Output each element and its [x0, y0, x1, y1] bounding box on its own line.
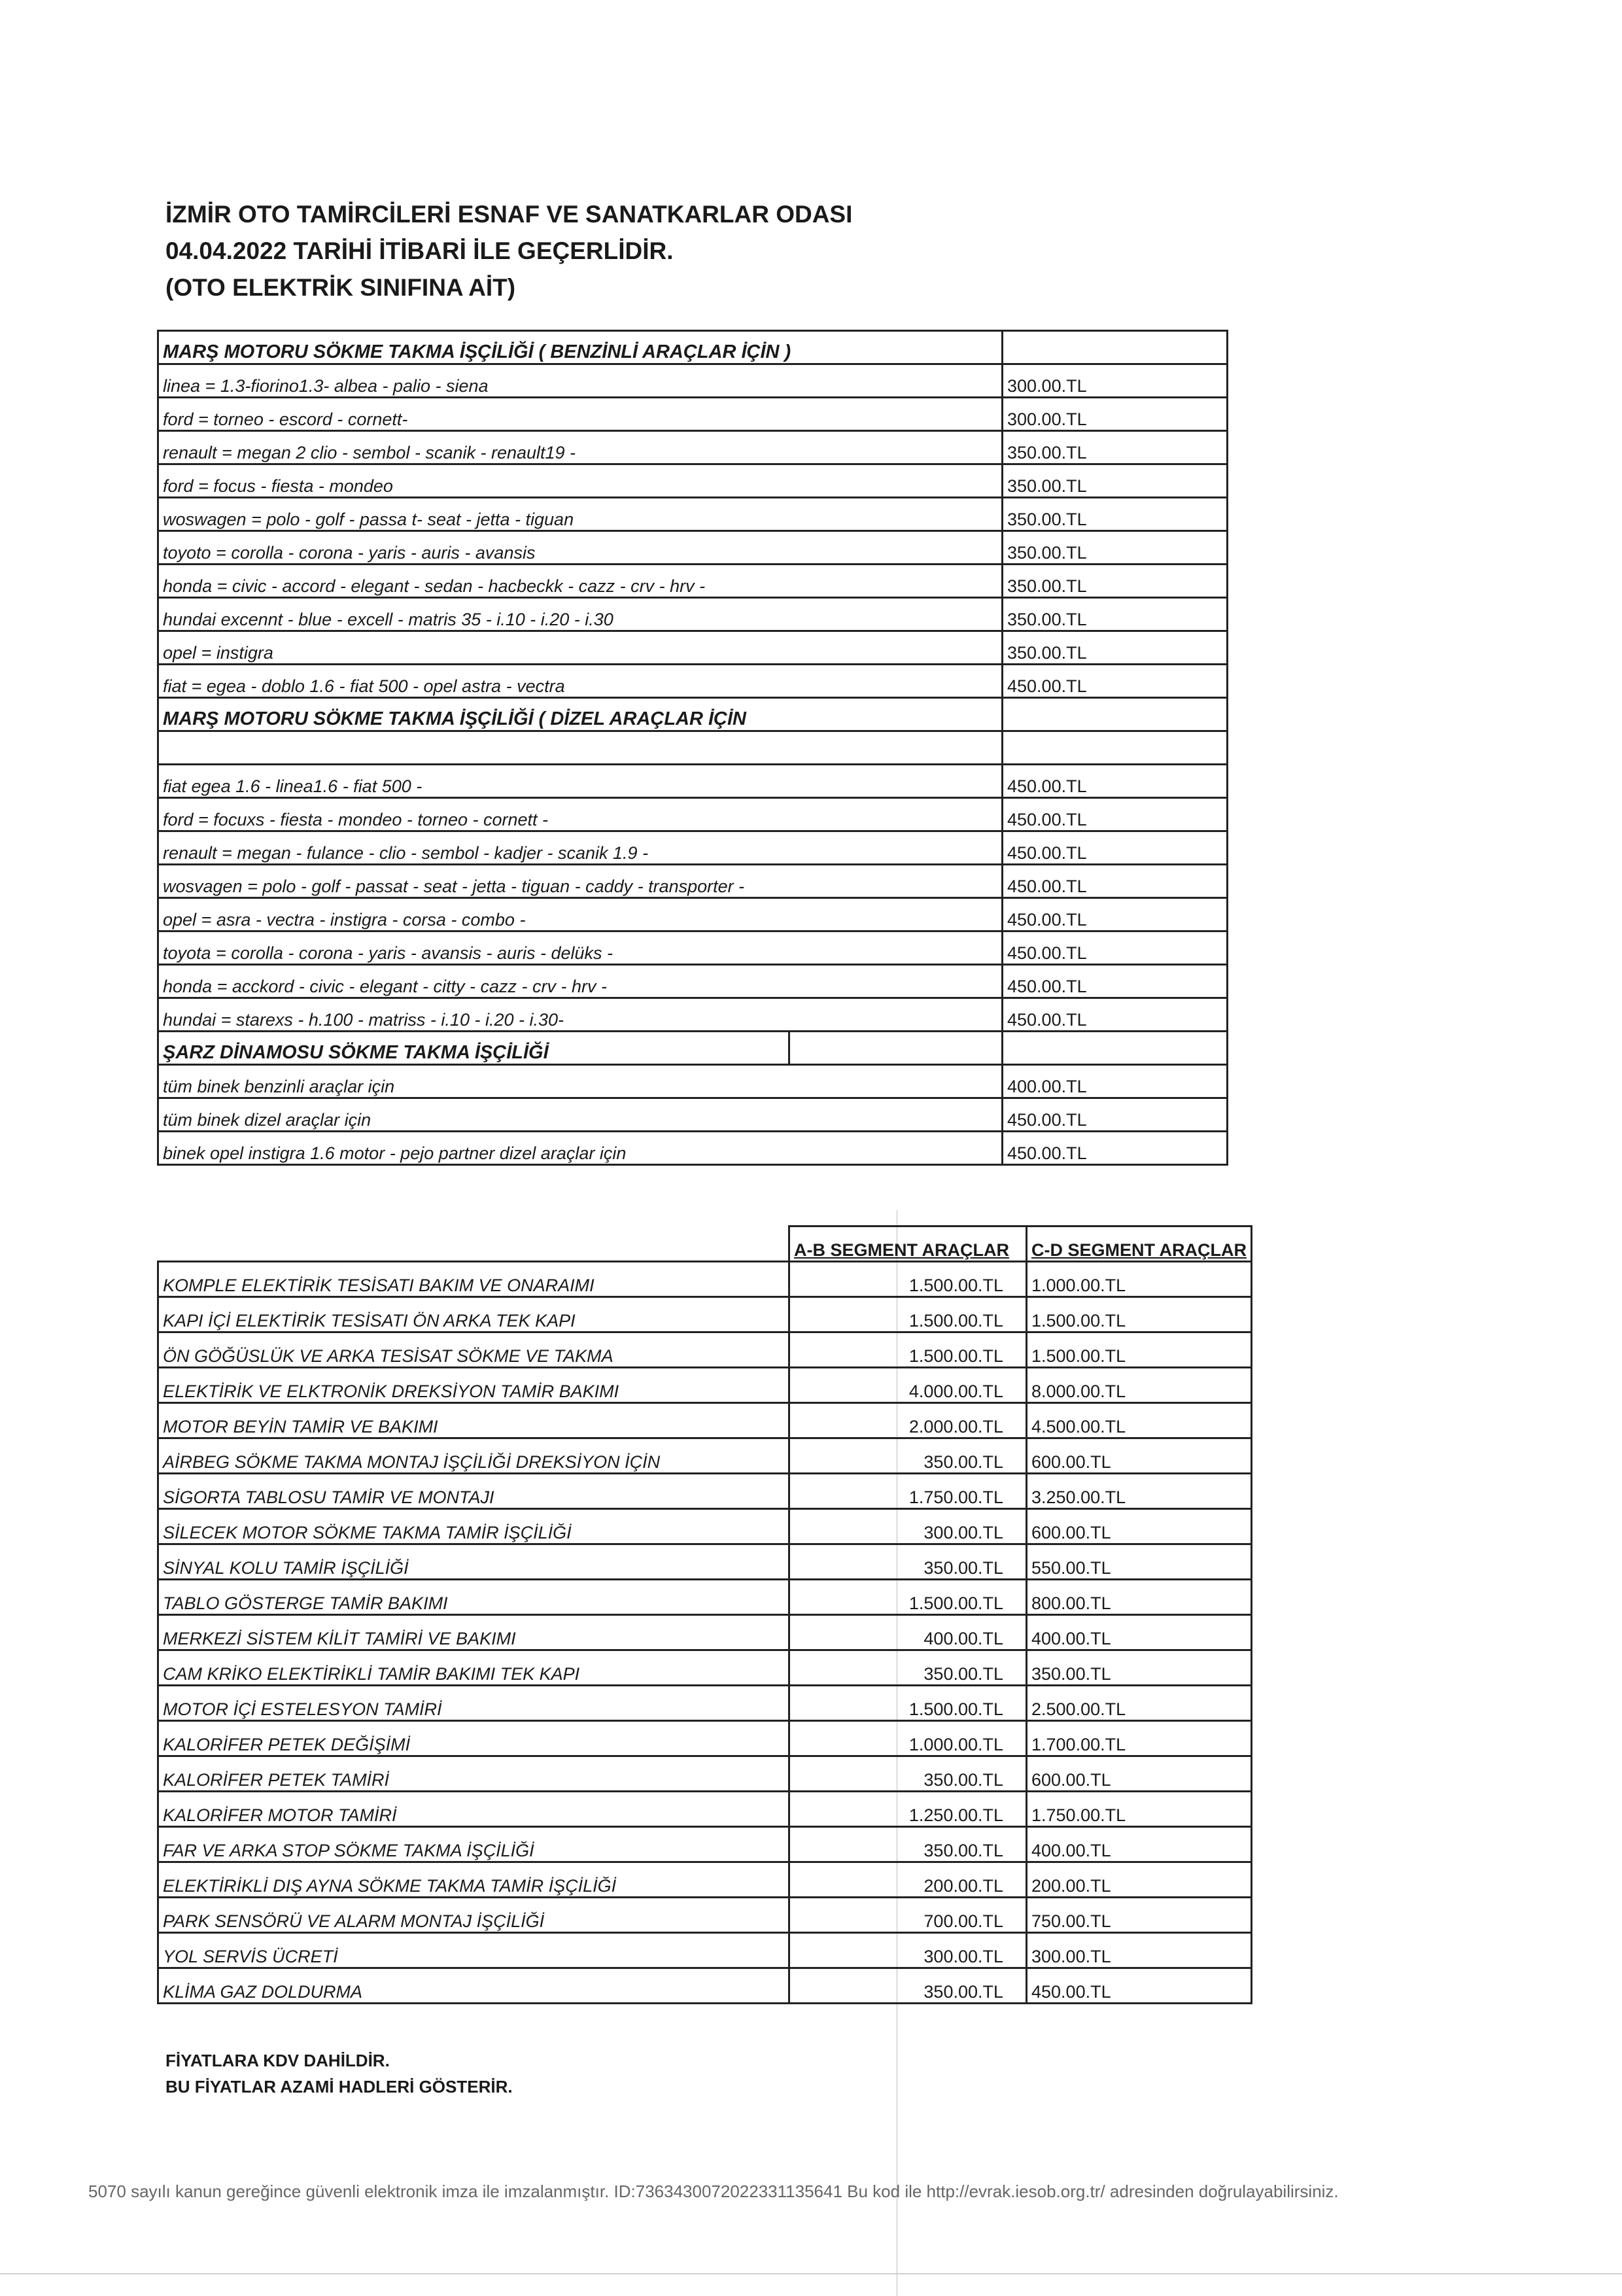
service-label: KALORİFER MOTOR TAMİRİ	[158, 1792, 789, 1827]
cd-segment-price: 400.00.TL	[1027, 1615, 1252, 1650]
price-row	[158, 398, 1228, 431]
price-row	[158, 665, 1228, 698]
vehicle-label: linea = 1.3-fiorino1.3- albea - palio - siena	[158, 364, 1003, 398]
service-row	[158, 1509, 1252, 1544]
price-value: 450.00.TL	[1003, 1098, 1228, 1132]
vehicle-label: honda = civic - accord - elegant - sedan - hacbeckk - cazz - crv - hrv -	[158, 565, 1003, 598]
section-title-alternator: ŞARZ DİNAMOSU SÖKME TAKMA İŞÇİLİĞİ	[158, 1032, 789, 1065]
spacer-cell	[1003, 731, 1228, 765]
cd-segment-price: 8.000.00.TL	[1027, 1368, 1252, 1403]
vehicle-label: binek opel instigra 1.6 motor - pejo partner dizel araçlar için	[158, 1132, 1003, 1165]
price-row	[158, 464, 1228, 498]
validity-date: 04.04.2022 TARİHİ İTİBARİ İLE GEÇERLİDİR.	[165, 237, 674, 264]
ab-segment-price: 400.00.TL	[789, 1615, 1027, 1650]
vehicle-label: toyota = corolla - corona - yaris - avansis - auris - delüks -	[158, 931, 1003, 965]
price-row	[158, 931, 1228, 965]
service-row	[158, 1827, 1252, 1862]
cd-segment-price: 3.250.00.TL	[1027, 1474, 1252, 1509]
price-value: 450.00.TL	[1003, 931, 1228, 965]
price-row	[158, 598, 1228, 631]
cd-segment-price: 1.700.00.TL	[1027, 1721, 1252, 1756]
ab-segment-price: 2.000.00.TL	[789, 1403, 1027, 1438]
service-label: YOL SERVİS ÜCRETİ	[158, 1933, 789, 1968]
price-value: 450.00.TL	[1003, 665, 1228, 698]
service-label: KAPI İÇİ ELEKTİRİK TESİSATI ÖN ARKA TEK KAPI	[158, 1297, 789, 1332]
document-footer	[165, 2047, 513, 2100]
price-row	[158, 531, 1228, 565]
price-value: 450.00.TL	[1003, 965, 1228, 998]
cd-segment-price: 200.00.TL	[1027, 1862, 1252, 1898]
cd-segment-price: 4.500.00.TL	[1027, 1403, 1252, 1438]
col-header-ab: A-B SEGMENT ARAÇLAR	[789, 1226, 1027, 1262]
price-value: 450.00.TL	[1003, 898, 1228, 931]
ab-segment-price: 1.500.00.TL	[789, 1297, 1027, 1332]
vehicle-label: toyoto = corolla - corona - yaris - auris - avansis	[158, 531, 1003, 565]
spacer-row	[158, 731, 1228, 765]
e-signature-note: 5070 sayılı kanun gereğince güvenli elektronik imza ile imzalanmıştır. ID:7363430072022331135641 Bu kod ile http://evrak.iesob.org.tr/ adresinden doğrulayabilirsiniz.	[88, 2182, 1339, 2201]
price-row	[158, 364, 1228, 398]
cd-segment-price: 550.00.TL	[1027, 1544, 1252, 1580]
ab-segment-price: 1.250.00.TL	[789, 1792, 1027, 1827]
section-title-petrol-starter: MARŞ MOTORU SÖKME TAKMA İŞÇİLİĞİ ( BENZİNLİ ARAÇLAR İÇİN )	[158, 331, 1003, 364]
ab-segment-price: 300.00.TL	[789, 1509, 1027, 1544]
service-row	[158, 1933, 1252, 1968]
price-value: 450.00.TL	[1003, 831, 1228, 865]
service-label: CAM KRİKO ELEKTİRİKLİ TAMİR BAKIMI TEK KAPI	[158, 1650, 789, 1686]
price-value: 350.00.TL	[1003, 498, 1228, 531]
cd-segment-price: 600.00.TL	[1027, 1509, 1252, 1544]
ab-segment-price: 700.00.TL	[789, 1898, 1027, 1933]
service-row	[158, 1297, 1252, 1332]
spacer-cell	[158, 731, 1003, 765]
price-row	[158, 998, 1228, 1032]
ab-segment-price: 1.750.00.TL	[789, 1474, 1027, 1509]
section-header-row	[158, 331, 1228, 364]
service-label: ELEKTİRİK VE ELKTRONİK DREKSİYON TAMİR BAKIMI	[158, 1368, 789, 1403]
empty-price-cell	[1003, 698, 1228, 731]
vehicle-label: tüm binek benzinli araçlar için	[158, 1065, 1003, 1098]
price-value: 400.00.TL	[1003, 1065, 1228, 1098]
cd-segment-price: 1.000.00.TL	[1027, 1262, 1252, 1297]
price-value: 450.00.TL	[1003, 1132, 1228, 1165]
vehicle-label: ford = focus - fiesta - mondeo	[158, 464, 1003, 498]
price-value: 450.00.TL	[1003, 798, 1228, 831]
chamber-title: İZMİR OTO TAMİRCİLERİ ESNAF VE SANATKARLAR ODASI	[165, 201, 853, 228]
service-row	[158, 1898, 1252, 1933]
vehicle-label: opel = asra - vectra - instigra - corsa - combo -	[158, 898, 1003, 931]
ab-segment-price: 4.000.00.TL	[789, 1368, 1027, 1403]
service-row	[158, 1438, 1252, 1474]
service-row	[158, 1403, 1252, 1438]
section-header-row	[158, 698, 1228, 731]
ab-segment-price: 350.00.TL	[789, 1438, 1027, 1474]
price-value: 350.00.TL	[1003, 531, 1228, 565]
price-value: 450.00.TL	[1003, 765, 1228, 798]
service-label: AİRBEG SÖKME TAKMA MONTAJ İŞÇİLİĞİ DREKSİYON İÇİN	[158, 1438, 789, 1474]
starter-alternator-price-table	[157, 330, 1228, 1166]
price-value: 350.00.TL	[1003, 565, 1228, 598]
section-title-diesel-starter: MARŞ MOTORU SÖKME TAKMA İŞÇİLİĞİ ( DİZEL ARAÇLAR İÇİN	[158, 698, 1003, 731]
price-row	[158, 1132, 1228, 1165]
service-row	[158, 1262, 1252, 1297]
col-header-cd: C-D SEGMENT ARAÇLAR	[1027, 1226, 1252, 1262]
price-value: 350.00.TL	[1003, 631, 1228, 665]
class-subtitle: (OTO ELEKTRİK SINIFINA AİT)	[165, 274, 516, 301]
service-label: MOTOR İÇİ ESTELESYON TAMİRİ	[158, 1686, 789, 1721]
service-row	[158, 1756, 1252, 1792]
service-label: ELEKTİRİKLİ DIŞ AYNA SÖKME TAKMA TAMİR İŞÇİLİĞİ	[158, 1862, 789, 1898]
vehicle-label: wosvagen = polo - golf - passat - seat - jetta - tiguan - caddy - transporter -	[158, 865, 1003, 898]
cd-segment-price: 450.00.TL	[1027, 1968, 1252, 2004]
cd-segment-price: 1.750.00.TL	[1027, 1792, 1252, 1827]
ab-segment-price: 350.00.TL	[789, 1968, 1027, 2004]
service-row	[158, 1792, 1252, 1827]
vehicle-label: hundai = starexs - h.100 - matriss - i.10 - i.20 - i.30-	[158, 998, 1003, 1032]
vehicle-label: ford = focuxs - fiesta - mondeo - torneo - cornett -	[158, 798, 1003, 831]
price-value: 300.00.TL	[1003, 364, 1228, 398]
price-row	[158, 565, 1228, 598]
ab-segment-price: 1.500.00.TL	[789, 1332, 1027, 1368]
vehicle-label: ford = torneo - escord - cornett-	[158, 398, 1003, 431]
price-value: 450.00.TL	[1003, 865, 1228, 898]
vehicle-label: tüm binek dizel araçlar için	[158, 1098, 1003, 1132]
service-label: SİGORTA TABLOSU TAMİR VE MONTAJI	[158, 1474, 789, 1509]
ab-segment-price: 200.00.TL	[789, 1862, 1027, 1898]
price-row	[158, 965, 1228, 998]
service-row	[158, 1968, 1252, 2004]
price-value: 350.00.TL	[1003, 431, 1228, 464]
service-row	[158, 1332, 1252, 1368]
price-value: 300.00.TL	[1003, 398, 1228, 431]
segment-price-table	[157, 1225, 1252, 2004]
price-row	[158, 831, 1228, 865]
service-label: KALORİFER PETEK TAMİRİ	[158, 1756, 789, 1792]
service-row	[158, 1544, 1252, 1580]
cd-segment-price: 800.00.TL	[1027, 1580, 1252, 1615]
ab-segment-price: 300.00.TL	[789, 1933, 1027, 1968]
price-row	[158, 1098, 1228, 1132]
blank-header-cell	[158, 1226, 789, 1262]
empty-cell	[789, 1032, 1003, 1065]
vehicle-label: fiat = egea - doblo 1.6 - fiat 500 - opel astra - vectra	[158, 665, 1003, 698]
service-row	[158, 1686, 1252, 1721]
ab-segment-price: 350.00.TL	[789, 1827, 1027, 1862]
service-row	[158, 1368, 1252, 1403]
service-label: KLİMA GAZ DOLDURMA	[158, 1968, 789, 2004]
bottom-rule	[0, 2273, 1622, 2274]
cd-segment-price: 750.00.TL	[1027, 1898, 1252, 1933]
price-row	[158, 498, 1228, 531]
vehicle-label: renault = megan - fulance - clio - sembol - kadjer - scanik 1.9 -	[158, 831, 1003, 865]
vehicle-label: fiat egea 1.6 - linea1.6 - fiat 500 -	[158, 765, 1003, 798]
cd-segment-price: 1.500.00.TL	[1027, 1332, 1252, 1368]
service-label: TABLO GÖSTERGE TAMİR BAKIMI	[158, 1580, 789, 1615]
cd-segment-price: 600.00.TL	[1027, 1756, 1252, 1792]
service-row	[158, 1615, 1252, 1650]
service-label: MOTOR BEYİN TAMİR VE BAKIMI	[158, 1403, 789, 1438]
price-row	[158, 431, 1228, 464]
cd-segment-price: 400.00.TL	[1027, 1827, 1252, 1862]
vehicle-label: woswagen = polo - golf - passa t- seat - jetta - tiguan	[158, 498, 1003, 531]
price-value: 350.00.TL	[1003, 464, 1228, 498]
empty-price-cell	[1003, 331, 1228, 364]
service-row	[158, 1721, 1252, 1756]
max-price-note: BU FİYATLAR AZAMİ HADLERİ GÖSTERİR.	[165, 2077, 513, 2096]
price-row	[158, 865, 1228, 898]
ab-segment-price: 1.500.00.TL	[789, 1580, 1027, 1615]
price-row	[158, 798, 1228, 831]
ab-segment-price: 1.000.00.TL	[789, 1721, 1027, 1756]
cd-segment-price: 2.500.00.TL	[1027, 1686, 1252, 1721]
segment-header-row	[158, 1226, 1252, 1262]
cd-segment-price: 300.00.TL	[1027, 1933, 1252, 1968]
service-label: ÖN GÖĞÜSLÜK VE ARKA TESİSAT SÖKME VE TAKMA	[158, 1332, 789, 1368]
ab-segment-price: 350.00.TL	[789, 1650, 1027, 1686]
cd-segment-price: 600.00.TL	[1027, 1438, 1252, 1474]
price-value: 350.00.TL	[1003, 598, 1228, 631]
service-label: KALORİFER PETEK DEĞİŞİMİ	[158, 1721, 789, 1756]
ab-segment-price: 350.00.TL	[789, 1756, 1027, 1792]
ab-segment-price: 350.00.TL	[789, 1544, 1027, 1580]
price-row	[158, 1065, 1228, 1098]
service-label: SİNYAL KOLU TAMİR İŞÇİLİĞİ	[158, 1544, 789, 1580]
service-row	[158, 1862, 1252, 1898]
cd-segment-price: 350.00.TL	[1027, 1650, 1252, 1686]
cd-segment-price: 1.500.00.TL	[1027, 1297, 1252, 1332]
ab-segment-price: 1.500.00.TL	[789, 1262, 1027, 1297]
vat-note: FİYATLARA KDV DAHİLDİR.	[165, 2051, 390, 2070]
vehicle-label: renault = megan 2 clio - sembol - scanik - renault19 -	[158, 431, 1003, 464]
service-label: PARK SENSÖRÜ VE ALARM MONTAJ İŞÇİLİĞİ	[158, 1898, 789, 1933]
section-header-row	[158, 1032, 1228, 1065]
price-row	[158, 765, 1228, 798]
service-label: SİLECEK MOTOR SÖKME TAKMA TAMİR İŞÇİLİĞİ	[158, 1509, 789, 1544]
vehicle-label: hundai excennt - blue - excell - matris 35 - i.10 - i.20 - i.30	[158, 598, 1003, 631]
price-row	[158, 631, 1228, 665]
price-value: 450.00.TL	[1003, 998, 1228, 1032]
service-row	[158, 1580, 1252, 1615]
price-row	[158, 898, 1228, 931]
service-label: MERKEZİ SİSTEM KİLİT TAMİRİ VE BAKIMI	[158, 1615, 789, 1650]
vehicle-label: opel = instigra	[158, 631, 1003, 665]
service-row	[158, 1474, 1252, 1509]
service-row	[158, 1650, 1252, 1686]
service-label: FAR VE ARKA STOP SÖKME TAKMA İŞÇİLİĞİ	[158, 1827, 789, 1862]
vehicle-label: honda = acckord - civic - elegant - citty - cazz - crv - hrv -	[158, 965, 1003, 998]
ab-segment-price: 1.500.00.TL	[789, 1686, 1027, 1721]
document-header	[165, 196, 852, 306]
empty-price-cell	[1003, 1032, 1228, 1065]
service-label: KOMPLE ELEKTİRİK TESİSATI BAKIM VE ONARAIMI	[158, 1262, 789, 1297]
